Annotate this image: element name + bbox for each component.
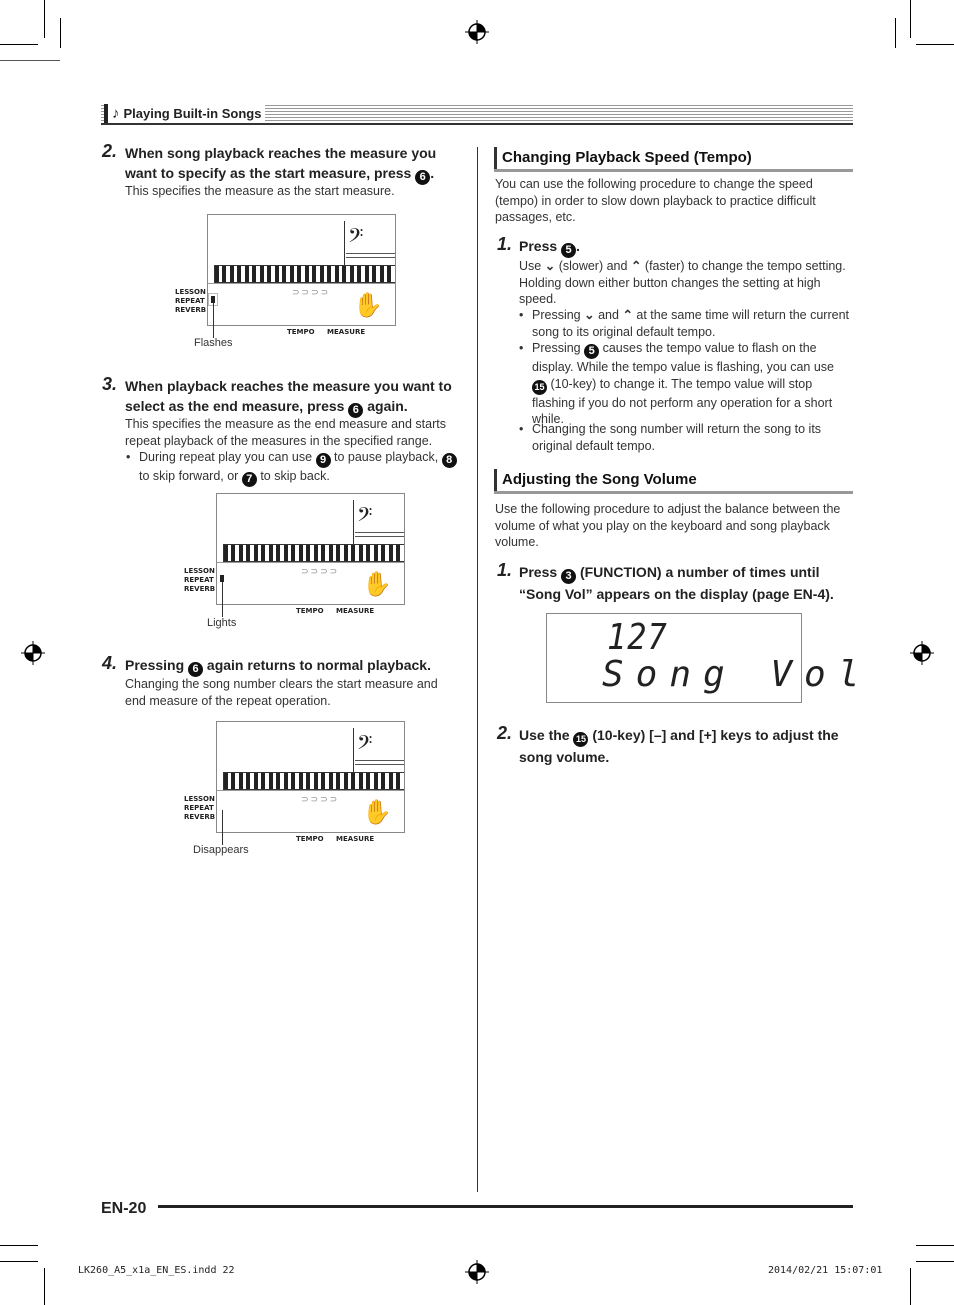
step-number: 3.	[102, 374, 118, 394]
tempo-use-text: Use ⌄ (slower) and ⌃ (faster) to change the tempo setting. Holding down either button changes the setting at high speed.	[519, 259, 846, 306]
keyboard-icon	[223, 772, 405, 790]
lesson-label: LESSON	[184, 567, 215, 575]
step-number: 2.	[497, 723, 513, 743]
print-timestamp: 2014/02/21 15:07:01	[768, 1265, 883, 1276]
registration-mark-icon	[465, 20, 489, 44]
caption-lights: Lights	[207, 617, 237, 629]
step-3-body: This specifies the measure as the end measure and starts repeat playback of the measures in the specified range.	[125, 417, 446, 448]
tempo-step-1: Press 5 .	[519, 238, 580, 256]
registration-mark-icon	[21, 641, 45, 665]
button-15-icon: 15	[532, 380, 547, 395]
step-4-body: Changing the song number clears the start measure and end measure of the repeat operation.	[125, 677, 438, 708]
section-header	[101, 103, 853, 125]
step-3-instruction: When playback reaches the measure you want to select as the end measure, press 6 again.	[125, 378, 452, 416]
volume-step-1: Press 3 (FUNCTION) a number of times until “Song Vol” appears on the display (page EN-4).	[519, 564, 834, 602]
button-5-icon: 5	[584, 344, 599, 359]
repeat-label: REPEAT	[184, 804, 214, 812]
button-7-icon: 7	[242, 472, 257, 487]
step-number: 2.	[102, 141, 118, 161]
lesson-label: LESSON	[175, 288, 206, 296]
step-2-instruction: When song playback reaches the measure you want to specify as the start measure, press 6 .	[125, 145, 437, 183]
tempo-measure-labels: TEMPO MEASURE	[287, 328, 366, 336]
chevron-up-icon: ⌃	[622, 308, 633, 322]
registration-mark-icon	[910, 641, 934, 665]
reverb-label: REVERB	[184, 813, 216, 821]
file-slug: LK260_A5_x1a_EN_ES.indd 22	[78, 1265, 235, 1276]
tempo-intro: You can use the following procedure to change the speed (tempo) in order to slow down playback to practice difficult passages, etc.	[495, 177, 816, 224]
reverb-label: REVERB	[184, 585, 216, 593]
button-5-icon: 5	[561, 243, 576, 258]
step-number: 1.	[497, 560, 513, 580]
caption-disappears: Disappears	[193, 844, 249, 856]
lcd-display-illustration: 𝄢 ✋ ⊃⊃⊃⊃	[216, 721, 405, 833]
hand-icon: ✋	[353, 291, 383, 319]
lcd-display-illustration: 𝄢 ✋ ⊃⊃⊃⊃	[207, 214, 396, 326]
reverb-label: REVERB	[175, 306, 207, 314]
hand-icon: ✋	[362, 570, 392, 598]
lcd-display-illustration: 𝄢 ✋ ⊃⊃⊃⊃	[216, 493, 405, 605]
step-4-instruction: Pressing 6 again returns to normal playback.	[125, 657, 431, 675]
page-number: EN-20	[101, 1200, 147, 1217]
step-2-body: This specifies the measure as the start measure.	[125, 184, 395, 198]
keyboard-icon	[223, 544, 405, 562]
flashing-indicator	[211, 296, 215, 303]
lcd-text: Song Vol	[602, 654, 872, 695]
hand-icon: ✋	[362, 798, 392, 826]
button-8-icon: 8	[442, 453, 457, 468]
repeat-label: REPEAT	[184, 576, 214, 584]
song-vol-display	[546, 613, 872, 703]
lcd-value: 127	[607, 616, 668, 658]
chevron-up-icon: ⌃	[630, 259, 642, 273]
tempo-bullet-3: • Changing the song number will return the song to its original default tempo.	[532, 421, 852, 454]
chevron-down-icon: ⌄	[584, 308, 595, 322]
step-number: 1.	[497, 234, 513, 254]
button-9-icon: 9	[316, 453, 331, 468]
bass-clef-icon: 𝄢	[357, 503, 373, 531]
tempo-measure-labels: TEMPO MEASURE	[296, 835, 375, 843]
volume-step-2: Use the 15 (10-key) [–] and [+] keys to adjust the song volume.	[519, 727, 839, 765]
tempo-bullet-2: • Pressing 5 causes the tempo value to flash on the display. While the tempo value is flashing, you can use 15 (10-key) to change it. The tempo value will stop flashing if you do not perform any operation for a short while.	[532, 340, 852, 428]
repeat-label: REPEAT	[175, 297, 205, 305]
bass-clef-icon: 𝄢	[357, 731, 373, 759]
tempo-heading: Changing Playback Speed (Tempo)	[494, 147, 752, 169]
lit-indicator	[220, 575, 224, 582]
button-3-icon: 3	[561, 569, 576, 584]
lesson-label: LESSON	[184, 795, 215, 803]
button-6-icon: 6	[415, 170, 430, 185]
caption-flashes: Flashes	[194, 337, 233, 349]
step-number: 4.	[102, 653, 118, 673]
button-15-icon: 15	[573, 732, 588, 747]
tempo-measure-labels: TEMPO MEASURE	[296, 607, 375, 615]
music-note-icon: ♪	[112, 105, 120, 122]
chevron-down-icon: ⌄	[544, 259, 556, 273]
section-title: Playing Built-in Songs	[123, 106, 262, 121]
keyboard-icon	[214, 265, 396, 283]
tempo-bullet-1: • Pressing ⌄ and ⌃ at the same time will return the current song to its original default tempo.	[532, 307, 852, 340]
bass-clef-icon: 𝄢	[348, 224, 364, 252]
volume-heading: Adjusting the Song Volume	[494, 469, 697, 491]
registration-mark-icon	[465, 1260, 489, 1284]
step-3-bullet: • During repeat play you can use 9 to pause playback, 8 to skip forward, or 7 to skip back.	[139, 449, 461, 487]
button-6-icon: 6	[188, 662, 203, 677]
button-6-icon: 6	[348, 403, 363, 418]
volume-intro: Use the following procedure to adjust the balance between the volume of what you play on the keyboard and song playback volume.	[495, 502, 841, 549]
